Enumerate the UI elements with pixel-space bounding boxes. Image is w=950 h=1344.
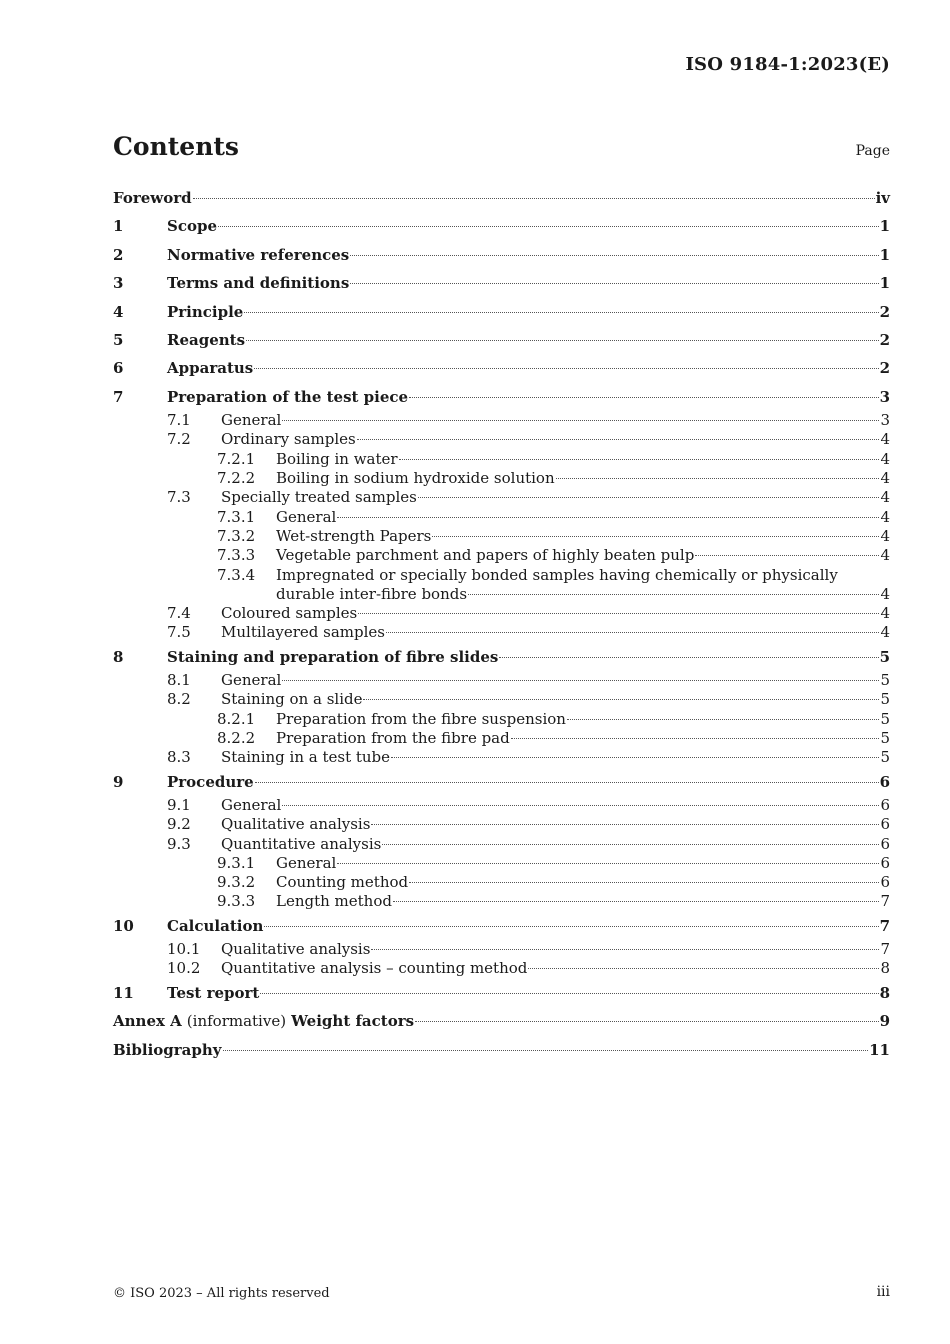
toc-title: Preparation from the fibre suspension	[276, 709, 566, 728]
toc-number: 8	[113, 647, 124, 666]
toc-title: General	[221, 411, 282, 430]
toc-entry-7[interactable]	[113, 383, 890, 411]
dot-leader	[386, 632, 879, 633]
toc-entry-7-4[interactable]	[113, 604, 890, 623]
toc-page: 3	[880, 411, 890, 430]
toc-number: 9.3	[167, 834, 191, 853]
toc-entry-9-2[interactable]	[113, 815, 890, 834]
toc-title: Foreword	[113, 189, 192, 207]
toc-page: 2	[879, 359, 890, 378]
toc-page: 5	[880, 690, 890, 709]
toc-title: Apparatus	[167, 359, 254, 378]
toc-title: General	[276, 853, 337, 872]
dot-leader	[418, 497, 880, 498]
toc-page: 1	[879, 217, 890, 236]
toc-title: Reagents	[167, 330, 246, 349]
dot-leader	[246, 340, 879, 341]
toc-entry-7-3-1[interactable]	[113, 508, 890, 527]
toc-title: Length method	[276, 892, 392, 911]
toc-number: 10.2	[167, 959, 201, 978]
dot-leader	[528, 968, 879, 969]
toc-entry-annex-a[interactable]	[113, 1007, 890, 1035]
toc-number: 7.2.1	[217, 449, 256, 468]
toc-entry-10[interactable]	[113, 912, 890, 940]
toc-number: 10.1	[167, 940, 201, 959]
dot-leader	[409, 397, 878, 398]
toc-title: Coloured samples	[221, 604, 358, 623]
toc-number: 9.1	[167, 795, 191, 814]
toc-page: 6	[880, 853, 890, 872]
dot-leader	[193, 198, 875, 199]
toc-page: 4	[880, 507, 890, 526]
dot-leader	[218, 226, 879, 227]
toc-entry-7-2-2[interactable]	[113, 469, 890, 488]
toc-page: 7	[880, 892, 890, 911]
toc-entry-9-3-1[interactable]	[113, 854, 890, 873]
dot-leader	[358, 613, 879, 614]
toc-number: 7.2	[167, 430, 191, 449]
toc-entry-7-2-1[interactable]	[113, 450, 890, 469]
toc-entry-8[interactable]	[113, 643, 890, 671]
toc-number: 7.3.3	[217, 546, 256, 565]
toc-page: 1	[879, 245, 890, 264]
toc-entry-9[interactable]	[113, 768, 890, 796]
toc-page: 5	[880, 748, 890, 767]
dot-leader	[255, 782, 879, 783]
toc-entry-10-1[interactable]	[113, 940, 890, 959]
toc-number: 6	[113, 359, 124, 378]
toc-entry-11[interactable]	[113, 979, 890, 1007]
toc-title: Weight factors	[291, 1012, 415, 1031]
dot-leader	[399, 459, 880, 460]
toc-page: 4	[880, 430, 890, 449]
toc-entry-9-3-2[interactable]	[113, 873, 890, 892]
toc-title: General	[221, 671, 282, 690]
toc-entry-7-2[interactable]	[113, 430, 890, 449]
toc-entry-foreword[interactable]	[113, 184, 890, 212]
toc-number: 7.5	[167, 623, 191, 642]
toc-entry-1[interactable]	[113, 212, 890, 240]
dot-leader	[282, 420, 879, 421]
annex-qualifier: (informative)	[186, 1012, 287, 1031]
document-id: ISO 9184-1:2023(E)	[685, 54, 890, 75]
toc-page: iv	[875, 189, 890, 207]
dot-leader	[350, 255, 878, 256]
toc-page: 11	[869, 1040, 890, 1059]
toc-title: Vegetable parchment and papers of highly beaten pulp	[276, 546, 695, 565]
toc-page: 6	[880, 834, 890, 853]
toc-entry-8-1[interactable]	[113, 671, 890, 690]
toc-number: 8.2	[167, 690, 191, 709]
toc-entry-bibliography[interactable]	[113, 1036, 890, 1064]
toc-entry-7-3-4[interactable]	[113, 566, 890, 605]
toc-page: 8	[879, 983, 890, 1002]
dot-leader	[254, 368, 878, 369]
toc-page: 8	[880, 959, 890, 978]
toc-number: 2	[113, 245, 124, 264]
toc-title: Scope	[167, 217, 218, 236]
page-title: Contents	[113, 132, 240, 161]
toc-title: General	[221, 795, 282, 814]
dot-leader	[223, 1050, 869, 1051]
toc-page: 2	[879, 330, 890, 349]
dot-leader	[260, 993, 878, 994]
dot-leader	[391, 757, 879, 758]
toc-entry-8-2[interactable]	[113, 690, 890, 709]
toc-page: 6	[880, 873, 890, 892]
toc-number: 7	[113, 387, 124, 406]
dot-leader	[393, 901, 879, 902]
toc-number: 5	[113, 330, 124, 349]
toc-number: 4	[113, 302, 124, 321]
toc-title: Boiling in water	[276, 449, 398, 468]
toc-title: Staining and preparation of fibre slides	[167, 647, 499, 666]
dot-leader	[567, 719, 879, 720]
toc-entry-8-3[interactable]	[113, 748, 890, 767]
toc-title-line2: durable inter-fibre bonds	[276, 584, 468, 603]
dot-leader	[511, 738, 880, 739]
dot-leader	[282, 680, 879, 681]
toc-number: 9.2	[167, 815, 191, 834]
toc-entry-7-3[interactable]	[113, 488, 890, 507]
dot-leader	[499, 657, 878, 658]
toc-page: 7	[880, 940, 890, 959]
dot-leader	[337, 517, 879, 518]
toc-page: 4	[880, 584, 890, 603]
copyright-notice: © ISO 2023 – All rights reserved	[113, 1286, 330, 1301]
toc-number: 10	[113, 916, 134, 935]
toc-entry-7-5[interactable]	[113, 623, 890, 642]
toc-page: 4	[880, 449, 890, 468]
toc-title: Preparation of the test piece	[167, 387, 409, 406]
toc-title: Staining on a slide	[221, 690, 363, 709]
toc-page: 5	[880, 671, 890, 690]
toc-title: Normative references	[167, 245, 350, 264]
toc-title: Specially treated samples	[221, 488, 417, 507]
dot-leader	[409, 882, 879, 883]
toc-entry-5[interactable]	[113, 326, 890, 354]
dot-leader	[264, 926, 878, 927]
toc-title: Terms and definitions	[167, 274, 350, 293]
dot-leader	[371, 824, 879, 825]
toc-number: 7.2.2	[217, 469, 256, 488]
toc-page: 4	[880, 488, 890, 507]
dot-leader	[363, 699, 879, 700]
page-number: iii	[876, 1284, 890, 1300]
toc-number: 3	[113, 274, 124, 293]
toc-number: 9.3.1	[217, 853, 256, 872]
dot-leader	[337, 863, 879, 864]
toc-title: Calculation	[167, 916, 264, 935]
toc-page: 6	[880, 815, 890, 834]
toc-page: 3	[879, 387, 890, 406]
toc-page: 5	[880, 709, 890, 728]
toc-page: 7	[879, 916, 890, 935]
toc-entry-9-3-3[interactable]	[113, 892, 890, 911]
toc-number: 7.3.2	[217, 526, 256, 545]
toc-number: 8.3	[167, 748, 191, 767]
toc-number: 9.3.3	[217, 892, 256, 911]
toc-page: 4	[880, 526, 890, 545]
dot-leader	[695, 555, 879, 556]
annex-label: Annex A	[113, 1012, 182, 1031]
toc-number: 7.3.1	[217, 507, 256, 526]
toc-title: Qualitative analysis	[221, 815, 371, 834]
dot-leader	[468, 594, 879, 595]
toc-entry-2[interactable]	[113, 241, 890, 269]
dot-leader	[371, 949, 879, 950]
toc-title: Multilayered samples	[221, 623, 385, 642]
toc-number: 7.3.4	[217, 565, 256, 584]
toc-page: 4	[880, 604, 890, 623]
toc-title: Quantitative analysis – counting method	[221, 959, 528, 978]
dot-leader	[357, 439, 880, 440]
toc-title: Ordinary samples	[221, 430, 356, 449]
toc-title: Wet-strength Papers	[276, 526, 432, 545]
toc-number: 11	[113, 983, 134, 1002]
toc-title: General	[276, 507, 337, 526]
toc-number: 8.2.1	[217, 709, 256, 728]
toc-page: 5	[880, 728, 890, 747]
toc-title: Staining in a test tube	[221, 748, 391, 767]
dot-leader	[282, 805, 879, 806]
toc-number: 1	[113, 217, 124, 236]
toc-page: 4	[880, 469, 890, 488]
toc-title: Boiling in sodium hydroxide solution	[276, 469, 555, 488]
toc-page: 6	[879, 772, 890, 791]
table-of-contents	[113, 184, 890, 1064]
toc-page: 6	[880, 795, 890, 814]
toc-entry-9-3[interactable]	[113, 835, 890, 854]
page-column-label: Page	[855, 143, 890, 159]
toc-entry-4[interactable]	[113, 298, 890, 326]
dot-leader	[350, 283, 878, 284]
toc-entry-10-2[interactable]	[113, 959, 890, 978]
toc-title: Qualitative analysis	[221, 940, 371, 959]
toc-title: Preparation from the fibre pad	[276, 728, 510, 747]
toc-title: Quantitative analysis	[221, 834, 382, 853]
toc-page: 5	[879, 647, 890, 666]
toc-number: 7.3	[167, 488, 191, 507]
toc-title: Test report	[167, 983, 260, 1002]
toc-page: 2	[879, 302, 890, 321]
dot-leader	[244, 312, 878, 313]
toc-number: 9.3.2	[217, 873, 256, 892]
toc-entry-7-3-2[interactable]	[113, 527, 890, 546]
toc-entry-8-2-2[interactable]	[113, 729, 890, 748]
toc-entry-8-2-1[interactable]	[113, 710, 890, 729]
toc-title: Bibliography	[113, 1040, 222, 1059]
toc-number: 8.2.2	[217, 728, 256, 747]
toc-page: 9	[879, 1012, 890, 1031]
toc-title: Counting method	[276, 873, 409, 892]
toc-page: 1	[879, 274, 890, 293]
dot-leader	[415, 1021, 879, 1022]
toc-number: 7.4	[167, 604, 191, 623]
toc-title: Principle	[167, 302, 244, 321]
toc-title-line1: Impregnated or specially bonded samples having chemically or physically	[276, 565, 838, 584]
toc-number: 8.1	[167, 671, 191, 690]
toc-entry-7-1[interactable]	[113, 411, 890, 430]
toc-page: 4	[880, 623, 890, 642]
toc-number: 7.1	[167, 411, 191, 430]
dot-leader	[432, 536, 879, 537]
toc-entry-9-1[interactable]	[113, 796, 890, 815]
toc-entry-6[interactable]	[113, 354, 890, 382]
toc-number: 9	[113, 772, 124, 791]
toc-entry-7-3-3[interactable]	[113, 546, 890, 565]
toc-entry-3[interactable]	[113, 269, 890, 297]
dot-leader	[382, 844, 879, 845]
dot-leader	[556, 478, 880, 479]
toc-page: 4	[880, 546, 890, 565]
toc-title: Procedure	[167, 772, 254, 791]
